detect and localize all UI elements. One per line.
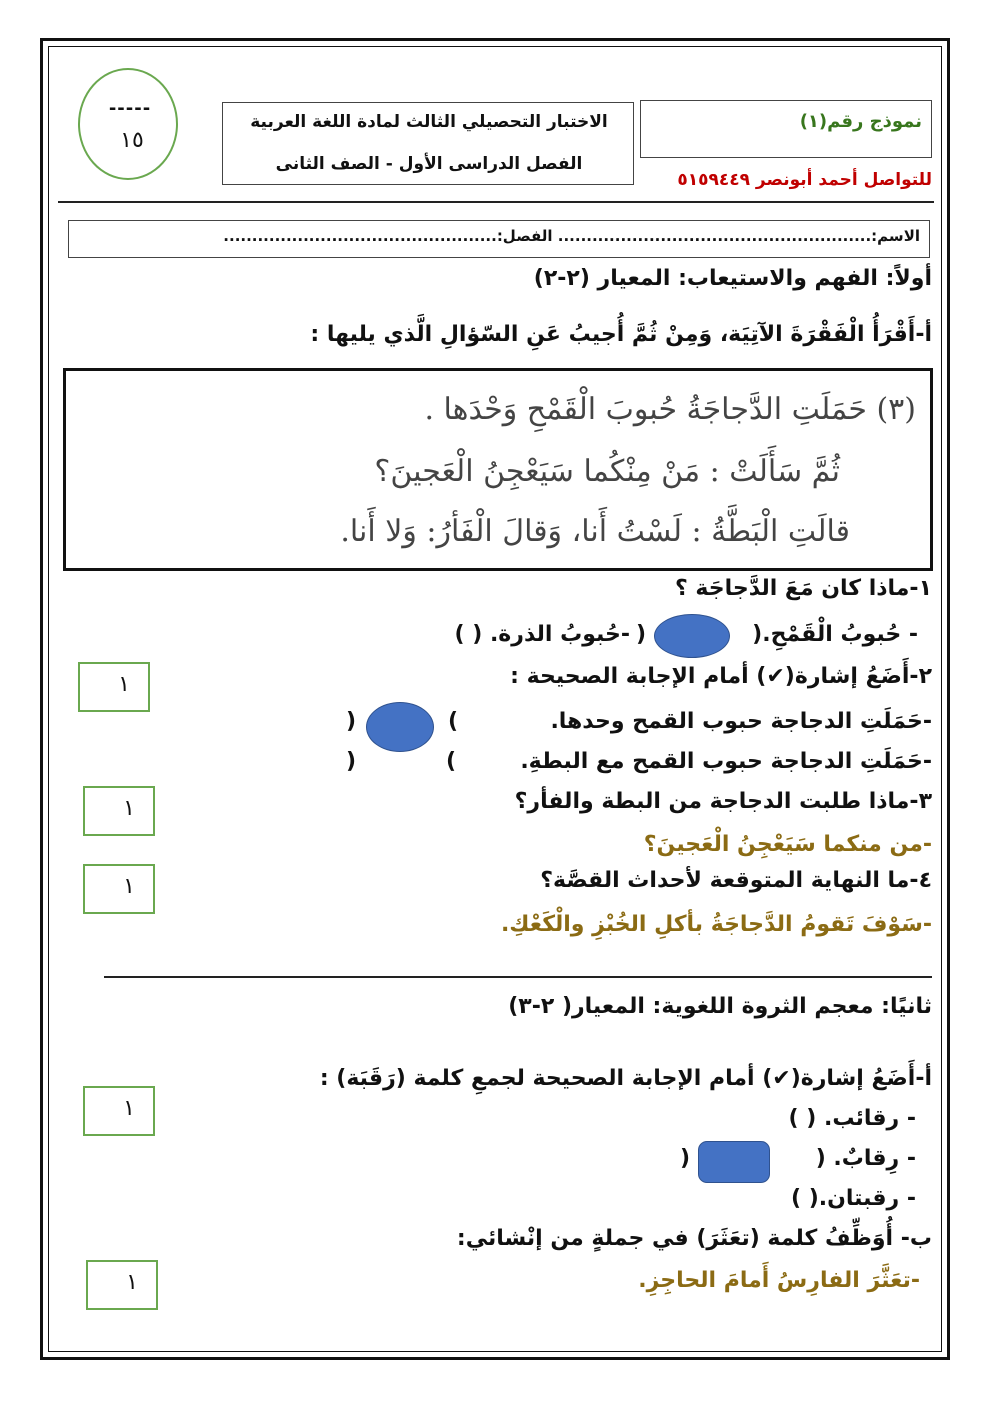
section2-question-b: ب- أُوَظِّفُ كلمة (تعَثَرَ) في جملةٍ من إنْشائي: [456, 1226, 932, 1251]
student-name-class-line[interactable]: الاسم:....................................................... الفصل:................................................ [223, 227, 920, 245]
passage-line-3: قالَتِ الْبَطَّةُ : لَسْتُ أَنا، وَقالَ الْفَأرُ: وَلا أَنا. [340, 514, 850, 549]
score-earned-blank: ----- [108, 98, 152, 119]
q2-option-a-close: ) [346, 709, 357, 734]
section-divider [104, 976, 932, 978]
q1-option-a-close: ) [636, 622, 647, 647]
question-4: ٤-ما النهاية المتوقعة لأحداث القصَّة؟ [540, 868, 932, 893]
q2-option-b-close: ) [346, 749, 357, 774]
q1-option-a: - حُبوبُ الْقَمْحِ.( [752, 622, 918, 647]
contact-info: للتواصل أحمد أبونصر ٥١٥٩٤٤٩ [677, 170, 932, 190]
answer-4: -سَوْفَ تَقومُ الدَّجاجَةُ بأكلِ الخُبْزِ والْكَعْكِ. [500, 912, 932, 937]
plural-option-2-answer-mark[interactable] [698, 1141, 770, 1183]
passage-line-2: ثُمَّ سَأَلَتْ : مَنْ مِنْكُما سَيَعْجِنُ الْعَجينَ؟ [374, 454, 840, 489]
mark-box-q3: ١ [83, 786, 155, 836]
mark-box-q4: ١ [83, 864, 155, 914]
section2-question-a: أ-أَضَعُ إشارة(✔) أمام الإجابة الصحيحة لجمعِ كلمة (رَقَبَة) : [319, 1066, 932, 1091]
mark-box-q1-q2: ١ [78, 662, 150, 712]
score-circle [78, 68, 178, 180]
q2-option-b-open: ( [446, 749, 457, 774]
plural-option-2: - رِقابٌ. ( [815, 1146, 916, 1171]
model-number: نموذج رقم(١) [799, 111, 922, 132]
q1-option-a-answer-mark[interactable] [654, 614, 730, 658]
plural-option-2-close: ) [680, 1146, 691, 1171]
plural-option-3[interactable]: - رقبتان.( ) [791, 1186, 916, 1211]
exam-title: الاختبار التحصيلي الثالث لمادة اللغة العربية [250, 112, 608, 132]
q2-option-a: -حَمَلَتِ الدجاجة حبوب القمح وحدها. [550, 709, 932, 734]
mark-box-section2-b: ١ [86, 1260, 158, 1310]
header-divider [58, 201, 934, 203]
section1-instruction: أ-أَقْرَأُ الْفَقْرَةَ الآتِيَة، وَمِنْ ثُمَّ أُجيبُ عَنِ السّؤالِ الَّذي يليها : [310, 322, 932, 347]
q2-option-a-answer-mark[interactable] [366, 702, 434, 752]
question-3: ٣-ماذا طلبت الدجاجة من البطة والفأر؟ [514, 789, 932, 814]
section2-answer-b: -تعَثَّرَ الفارِسُ أَمامَ الحاجِزِ. [638, 1268, 920, 1293]
q1-option-b[interactable]: -حُبوبُ الذرة. ( ) [454, 622, 630, 647]
q2-option-b: -حَمَلَتِ الدجاجة حبوب القمح مع البطةِ. [520, 749, 932, 774]
score-total: ١٥ [120, 128, 144, 153]
section1-heading: أولاً: الفهم والاستيعاب: المعيار (٢-٢) [533, 266, 932, 291]
question-2: ٢-أَضَعُ إشارة(✔) أمام الإجابة الصحيحة : [510, 664, 932, 689]
passage-line-1: (٣) حَمَلَتِ الدَّجاجَةُ حُبوبَ الْقَمْحِ وَحْدَها . [424, 392, 916, 427]
mark-box-section2-a: ١ [83, 1086, 155, 1136]
q2-option-a-open: ( [448, 709, 459, 734]
section2-heading: ثانيًا: معجم الثروة اللغوية: المعيار( ٢-٣) [508, 994, 932, 1019]
answer-3: -من منكما سَيَعْجِنُ الْعَجينَ؟ [643, 832, 932, 857]
exam-subtitle: الفصل الدراسى الأول - الصف الثانى [275, 154, 583, 174]
question-1: ١-ماذا كان مَعَ الدَّجاجَة ؟ [675, 576, 932, 601]
plural-option-1[interactable]: - رقائب. ( ) [788, 1106, 916, 1131]
